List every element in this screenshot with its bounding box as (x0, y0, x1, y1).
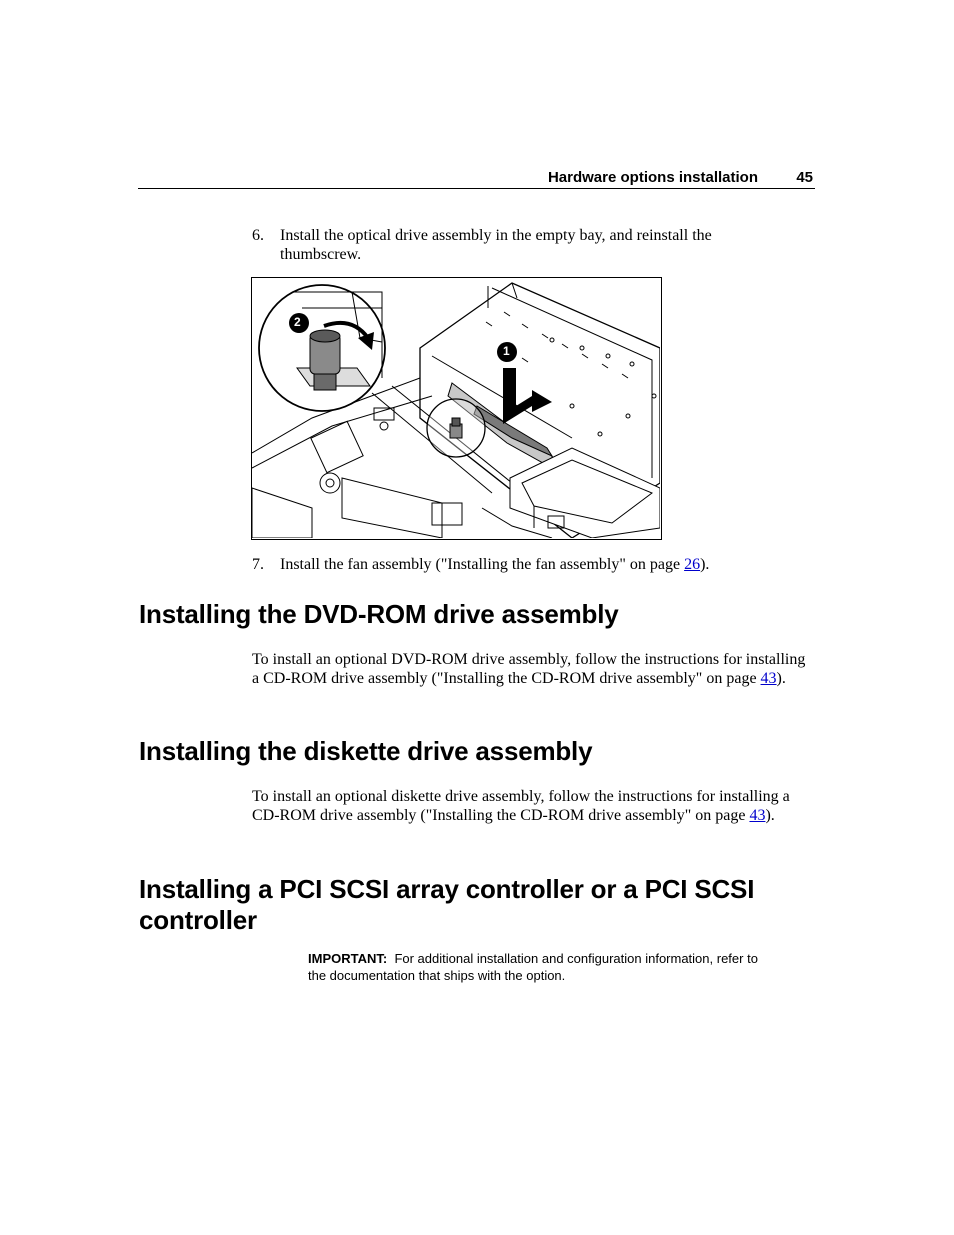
heading-diskette: Installing the diskette drive assembly (139, 736, 593, 766)
step-7-text-before: Install the fan assembly ("Installing the fan assembly" on page (280, 556, 685, 573)
optical-drive-installation-figure (251, 277, 662, 540)
dvd-text-after: ). (776, 670, 786, 687)
heading-pci-scsi: Installing a PCI SCSI array controller or a PCI SCSI controller (139, 874, 755, 935)
diskette-text-before: To install an optional diskette drive assembly, follow the instructions for installing a CD-ROM drive assembly ("Installing the CD-ROM drive assembly" on page (252, 788, 790, 824)
paragraph-diskette (252, 787, 812, 825)
step-6-text: Install the optical drive assembly in the empty bay, and reinstall the thumbscrew. (280, 227, 712, 263)
step-7-text (280, 555, 800, 574)
dvd-page-link[interactable]: 43 (760, 670, 777, 687)
important-text: For additional installation and configuration information, refer to the documentation that ships with the option. (308, 951, 758, 983)
header-section-title: Hardware options installation (547, 169, 758, 186)
diskette-text-after: ). (765, 807, 775, 824)
running-header (138, 168, 815, 188)
step-7 (252, 555, 792, 577)
callout-1: 1 (503, 344, 510, 358)
callout-2: 2 (294, 315, 301, 329)
step-7-page-link[interactable]: 26 (684, 556, 701, 573)
figure-illustration (252, 278, 660, 538)
paragraph-dvd-rom (252, 650, 812, 688)
important-note (308, 950, 768, 984)
dvd-text-before: To install an optional DVD-ROM drive assembly, follow the instructions for installing a CD-ROM drive assembly ("Installing the CD-ROM drive assembly" on page (252, 651, 806, 687)
diskette-page-link[interactable]: 43 (749, 807, 766, 824)
important-label: IMPORTANT: (308, 951, 388, 966)
step-6-number: 6. (252, 227, 264, 244)
step-6 (252, 226, 792, 266)
page-number: 45 (796, 169, 813, 186)
header-rule (138, 188, 815, 189)
step-7-text-after: ). (700, 556, 710, 573)
heading-dvd-rom: Installing the DVD-ROM drive assembly (139, 599, 619, 629)
step-7-number: 7. (252, 556, 264, 573)
